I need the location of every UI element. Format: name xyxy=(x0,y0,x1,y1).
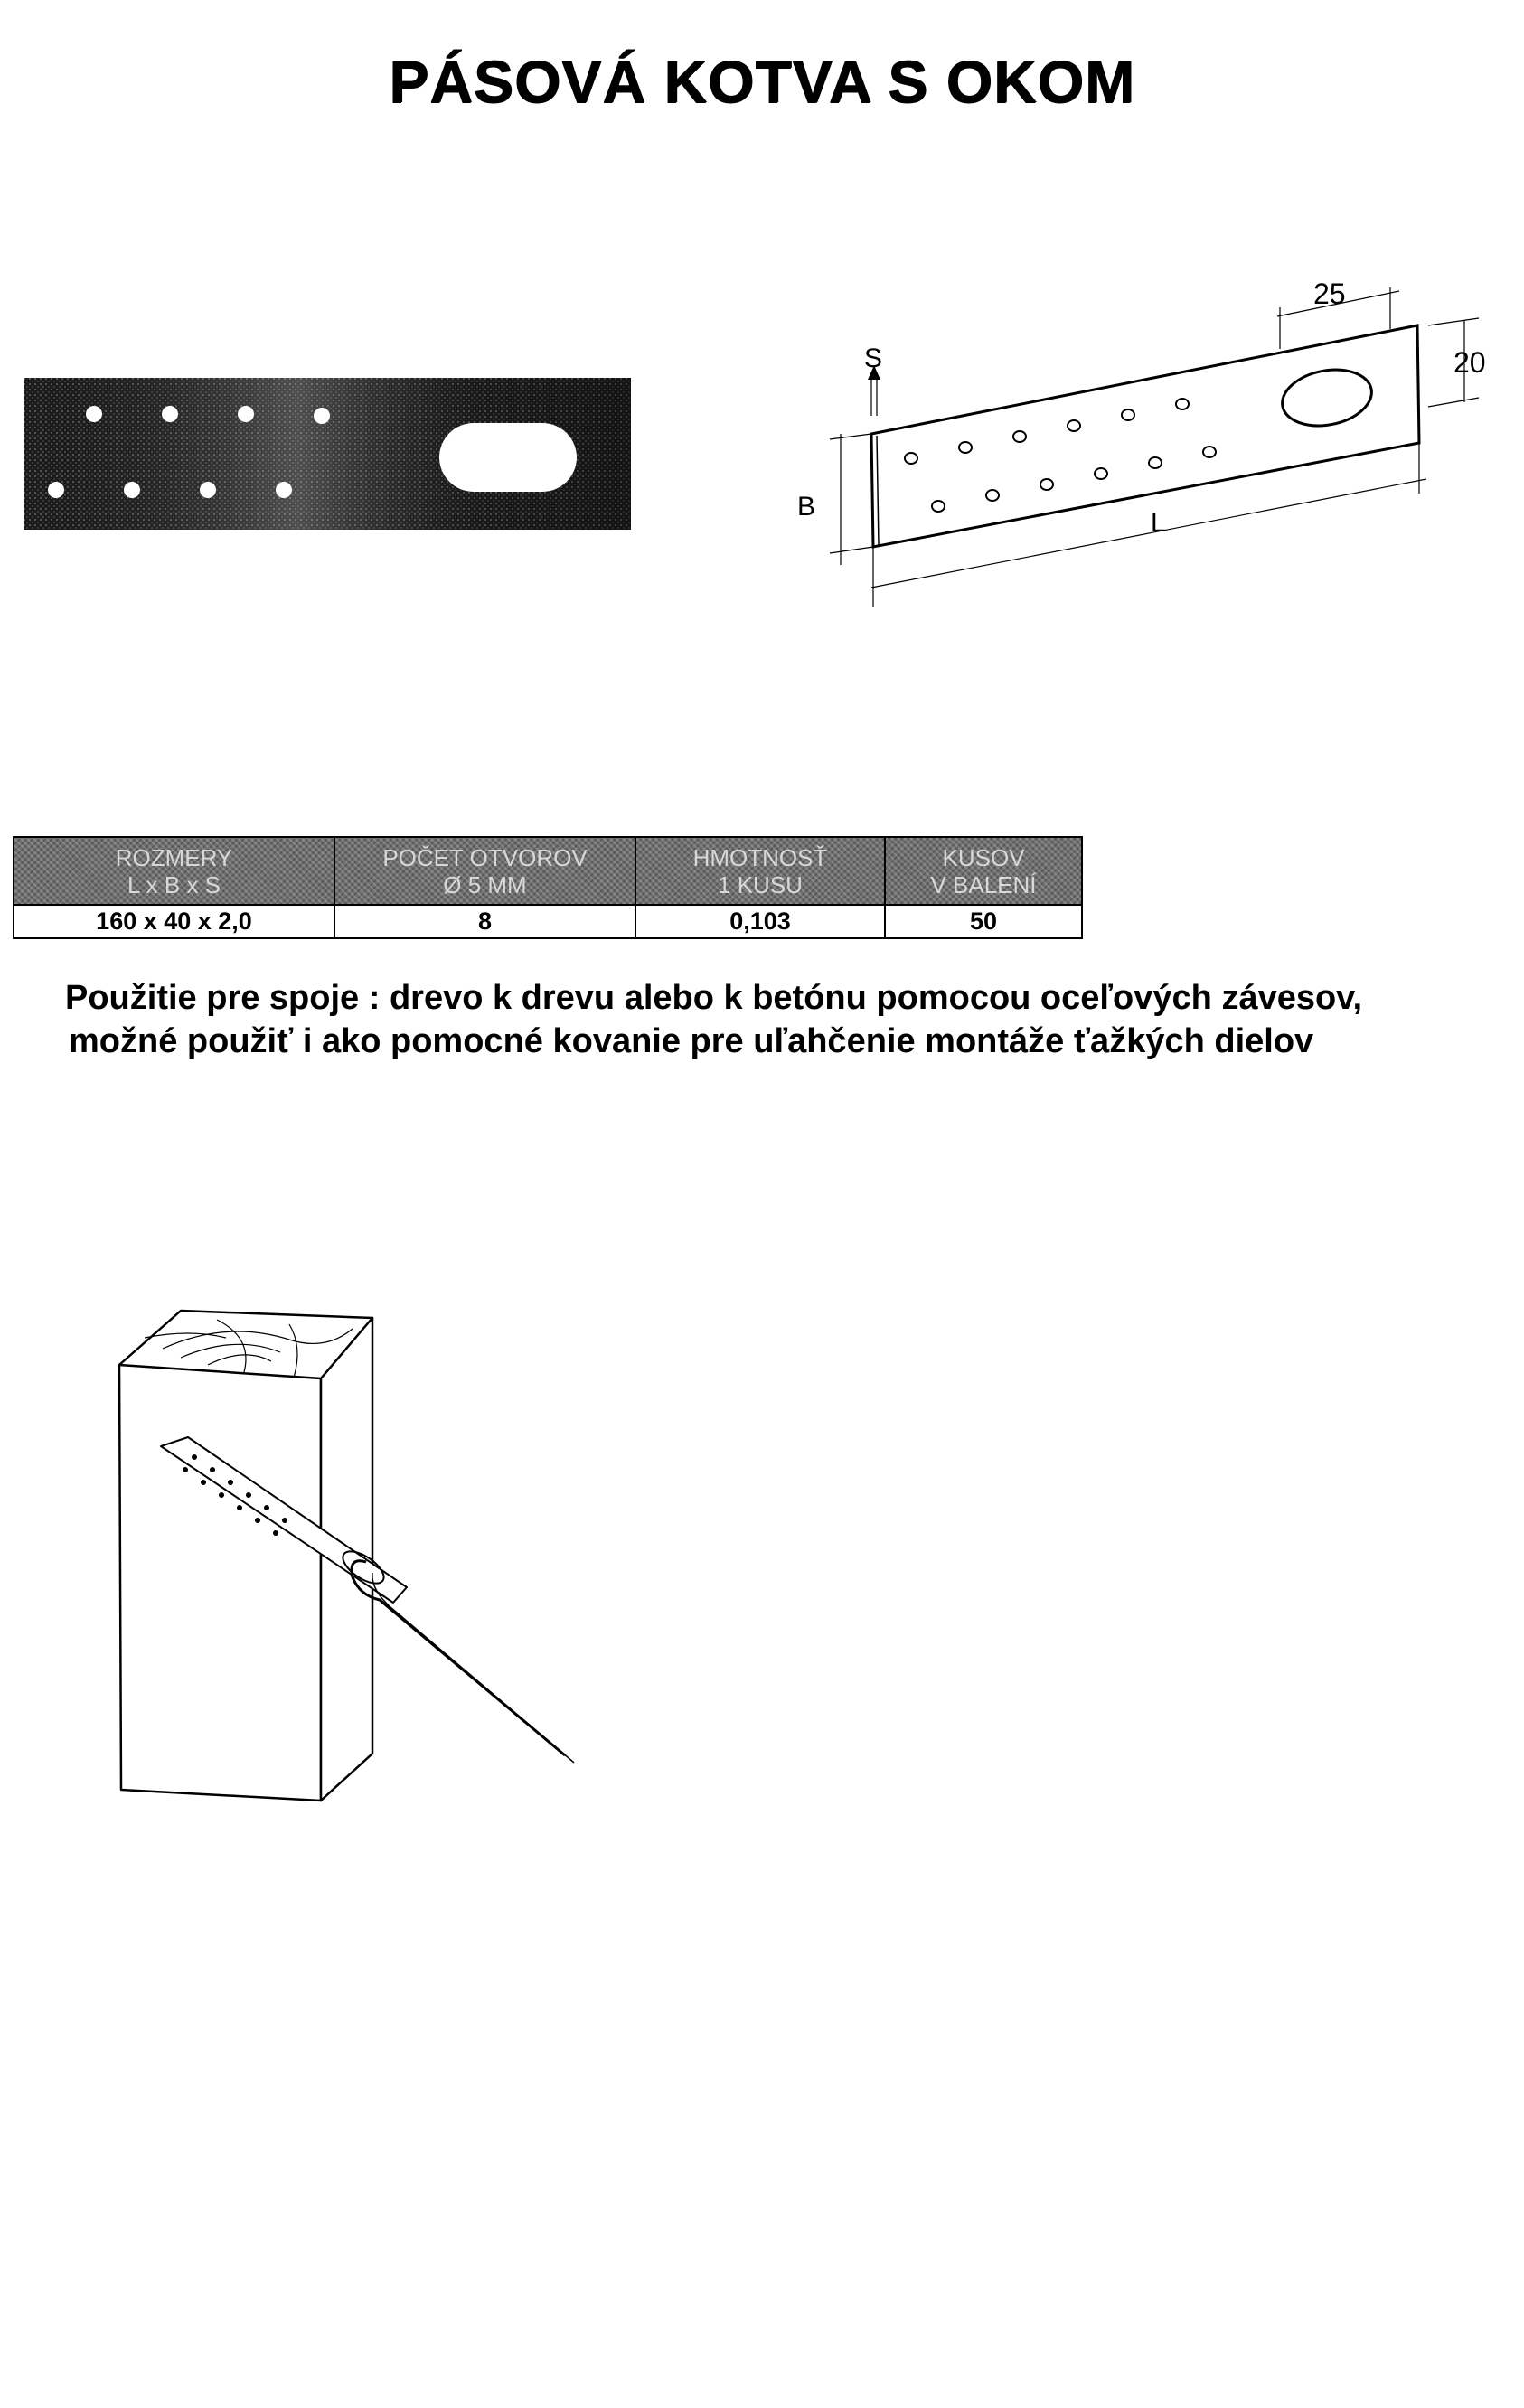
dim-20-label: 20 xyxy=(1453,346,1486,379)
dim-b-label: B xyxy=(797,492,816,522)
strip-outline xyxy=(871,325,1419,547)
dim-25-label: 25 xyxy=(1313,277,1346,310)
photo-hole xyxy=(200,482,216,498)
cell-pieces-per-pack: 50 xyxy=(885,905,1082,938)
technical-drawing xyxy=(785,271,1490,624)
photo-eye-slot xyxy=(439,423,577,492)
usage-line-1: Použitie pre spoje : drevo k drevu alebo k betónu pomocou oceľových závesov, xyxy=(65,979,1363,1017)
header-weight: HMOTNOSŤ 1 KUSU xyxy=(635,837,885,905)
dim-s-label: S xyxy=(864,343,883,373)
header-pieces-per-pack: KUSOV V BALENÍ xyxy=(885,837,1082,905)
photo-hole xyxy=(48,482,64,498)
usage-line-2: možné použiť i ako pomocné kovanie pre uľahčenie montáže ťažkých dielov xyxy=(69,1022,1314,1060)
usage-description xyxy=(65,976,1511,1063)
photo-hole xyxy=(314,408,330,424)
product-photo xyxy=(24,378,631,530)
spec-table xyxy=(13,836,1083,939)
wood-block-front xyxy=(119,1365,321,1801)
cell-hole-count: 8 xyxy=(334,905,635,938)
photo-hole xyxy=(238,406,254,422)
dim-l-label: L xyxy=(1151,508,1166,538)
header-hole-count: POČET OTVOROV Ø 5 MM xyxy=(334,837,635,905)
usage-illustration xyxy=(108,1302,597,1808)
cell-weight: 0,103 xyxy=(635,905,885,938)
cell-dimensions: 160 x 40 x 2,0 xyxy=(14,905,334,938)
photo-hole xyxy=(162,406,178,422)
table-row xyxy=(14,905,1082,938)
page-title: PÁSOVÁ KOTVA S OKOM xyxy=(389,48,1135,115)
spec-header-row xyxy=(14,837,1082,905)
photo-hole xyxy=(276,482,292,498)
photo-hole xyxy=(124,482,140,498)
header-dimensions: ROZMERY L x B x S xyxy=(14,837,334,905)
photo-hole xyxy=(86,406,102,422)
